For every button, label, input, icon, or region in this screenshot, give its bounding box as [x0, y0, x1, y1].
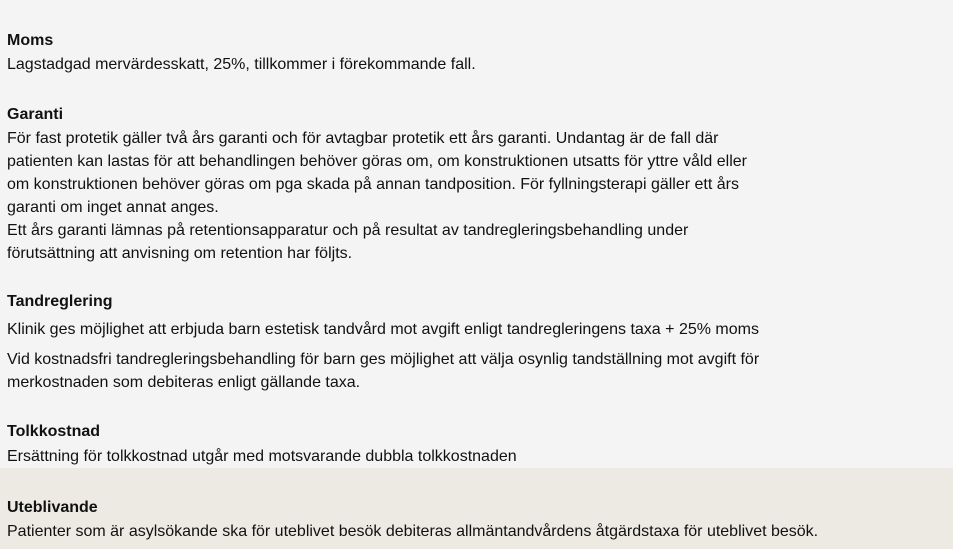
uteblivande-panel — [0, 468, 953, 549]
text-line: Patienter som är asylsökande ska för uteblivet besök debiteras allmäntandvårdens åtgärdstaxa för uteblivet besök. — [7, 523, 819, 540]
text-line: Ett års garanti lämnas på retentionsapparatur och på resultat av tandregleringsbehandling under — [7, 222, 689, 239]
text-line: Ersättning för tolkkostnad utgår med motsvarande dubbla tolkkostnaden — [7, 448, 517, 465]
section-heading-tandreglering: Tandreglering — [7, 293, 113, 310]
text-line: För fast protetik gäller två års garanti och för avtagbar protetik ett års garanti. Undantag är de fall där — [7, 130, 719, 147]
text-line: patienten kan lastas för att behandlingen behöver göras om, om konstruktionen utsatts för yttre våld eller — [7, 153, 747, 170]
section-text-uteblivande — [7, 520, 817, 543]
text-line: förutsättning att anvisning om retention har följts. — [7, 245, 353, 262]
section-heading-garanti: Garanti — [7, 106, 64, 123]
text-line: Vid kostnadsfri tandregleringsbehandling för barn ges möjlighet att välja osynlig tandställning mot avgift för — [7, 351, 760, 368]
text-line: Lagstadgad mervärdesskatt, 25%, tillkommer i förekommande fall. — [7, 56, 476, 73]
text-line: om konstruktionen behöver göras om pga skada på annan tandposition. För fyllningsterapi gäller ett års — [7, 176, 739, 193]
section-paragraph-garanti-2 — [7, 219, 817, 265]
section-paragraph-tandreglering-1 — [7, 318, 817, 341]
section-paragraph-tandreglering-2 — [7, 348, 817, 394]
section-text-tolkkostnad — [7, 445, 817, 468]
section-heading-uteblivande: Uteblivande — [7, 499, 98, 516]
text-line: Klinik ges möjlighet att erbjuda barn estetisk tandvård mot avgift enligt tandregleringens taxa + 25% moms — [7, 321, 759, 338]
text-line: garanti om inget annat anges. — [7, 199, 219, 216]
section-text-moms — [7, 53, 817, 76]
section-heading-moms: Moms — [7, 32, 54, 49]
section-paragraph-garanti-1 — [7, 127, 817, 219]
text-line: merkostnaden som debiteras enligt gällande taxa. — [7, 374, 361, 391]
section-heading-tolkkostnad: Tolkkostnad — [7, 423, 101, 440]
